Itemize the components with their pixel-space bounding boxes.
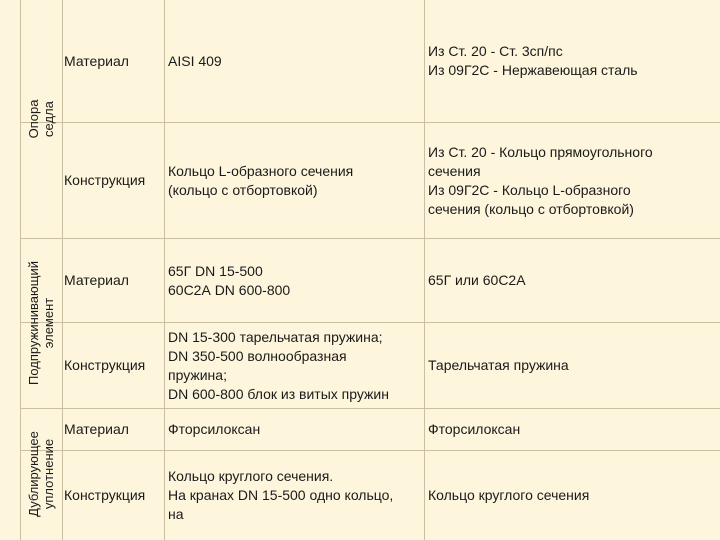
section-label-backup-seal: Дублирующее уплотнение [26, 431, 57, 517]
value-cell: Тарельчатая пружина [428, 357, 569, 373]
section-label-seat-support: Опора седла [26, 99, 56, 139]
value-cell: DN 15-300 тарельчатая пружина; DN 350-500 волнообразная пружина; DN 600-800 блок из витых пружин [168, 328, 389, 402]
column-divider [62, 0, 63, 540]
param-cell: Конструкция [64, 487, 146, 503]
param-cell: Конструкция [64, 357, 146, 373]
value-cell: 65Г или 60С2А [428, 272, 526, 288]
column-divider [424, 0, 425, 540]
value-cell: Фторсилоксан [428, 421, 521, 437]
value-cell: Кольцо L-образного сечения (кольцо с отбортовкой) [168, 162, 354, 198]
value-cell: Кольцо круглого сечения. На кранах DN 15-500 одно кольцо, на [168, 468, 394, 522]
value-cell: Фторсилоксан [168, 421, 261, 437]
section-label-spring-element: Подпружинивающий элемент [26, 260, 57, 386]
param-cell: Материал [64, 272, 129, 288]
value-cell: Из Ст. 20 - Ст. 3сп/пс Из 09Г2С - Нержавеющая сталь [428, 43, 638, 78]
param-cell: Материал [64, 421, 129, 437]
param-cell: Конструкция [64, 172, 146, 188]
value-cell: Кольцо круглого сечения [428, 487, 590, 503]
param-cell: Материал [64, 52, 129, 69]
value-cell: Из Ст. 20 - Кольцо прямоугольного сечения Из 09Г2С - Кольцо L-образного сечения (кольцо с отбортовкой) [428, 143, 653, 217]
column-divider [164, 0, 165, 540]
value-cell: 65Г DN 15-500 60С2А DN 600-800 [168, 262, 291, 298]
value-cell: AISI 409 [168, 52, 222, 69]
